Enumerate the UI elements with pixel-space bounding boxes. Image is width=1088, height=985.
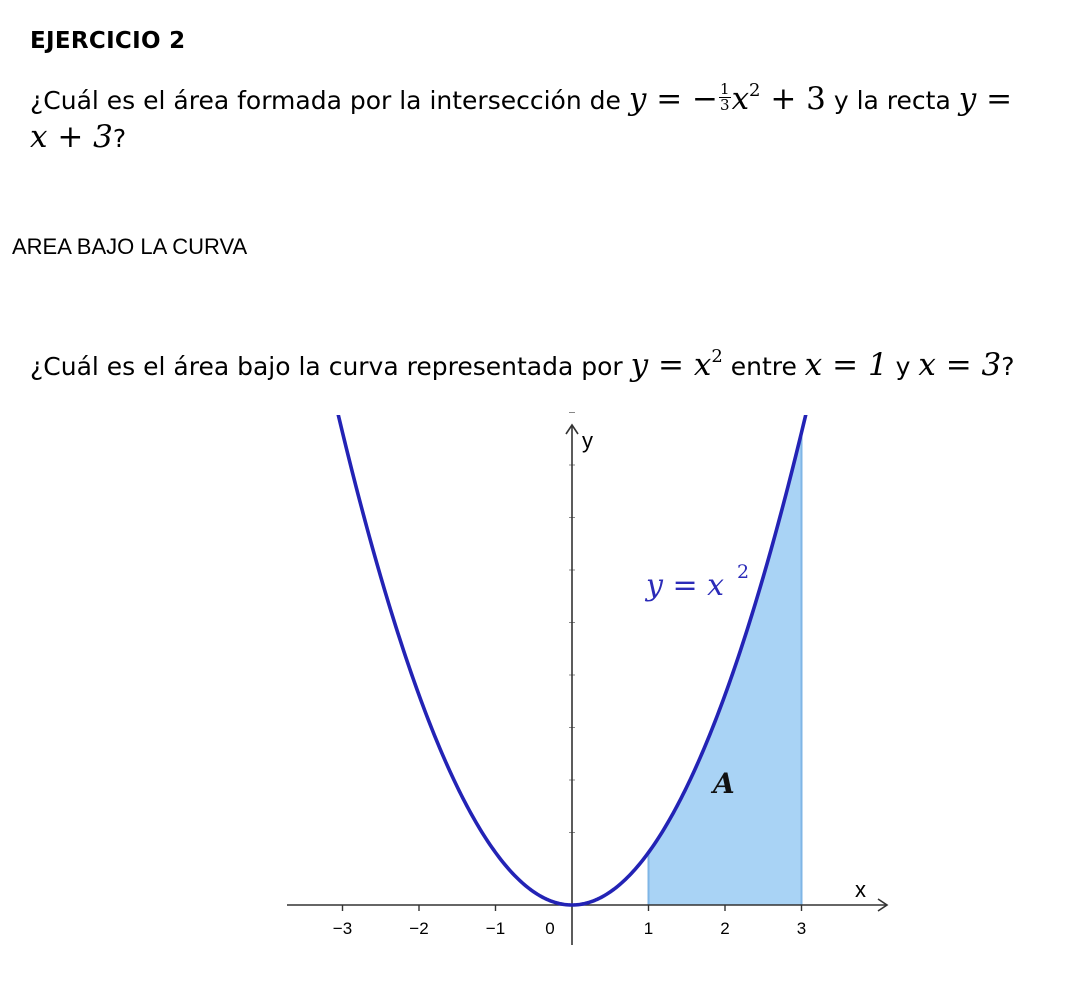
x-tick-label: −3 [332, 919, 353, 938]
ticks-layer [333, 905, 806, 938]
question-mark: ? [1001, 352, 1015, 381]
curve-label: y = x [646, 568, 725, 603]
x-tick-label: 3 [796, 919, 807, 938]
area-question-and: y [887, 352, 919, 381]
line-equation-lhs: y = [958, 81, 1013, 117]
x-axis-label: x [855, 877, 866, 902]
upper-bound: x = 3 [918, 347, 1002, 383]
fraction-denominator: 3 [720, 96, 730, 114]
exercise-question-connector: y la recta [825, 86, 959, 115]
x-tick-label: −1 [485, 919, 506, 938]
lower-bound: x = 1 [804, 347, 888, 383]
shaded-area [649, 433, 802, 906]
shaded-area-layer [649, 433, 802, 906]
exercise-title: EJERCICIO 2 [30, 28, 186, 54]
question-mark: ? [112, 124, 127, 153]
curve-equation-base: y = x [630, 347, 712, 383]
line-equation-rhs: x + 3 [30, 119, 113, 155]
x-tick-label: 2 [720, 919, 730, 938]
area-question-between: entre [722, 352, 805, 381]
x-tick-label: −2 [409, 919, 429, 938]
fraction-numerator: 1 [720, 80, 730, 98]
curve-label-exponent: 2 [737, 561, 750, 583]
section-title: AREA BAJO LA CURVA [12, 234, 248, 259]
equation-lhs: y = − [628, 81, 719, 117]
area-label: A [713, 767, 735, 800]
equation-exponent: 2 [749, 80, 761, 101]
curve-equation-exponent: 2 [711, 346, 723, 367]
equation-variable: x [731, 81, 750, 117]
x-tick-label: 1 [643, 919, 654, 938]
x-tick-label: 0 [545, 919, 555, 938]
y-axis-label: y [582, 428, 593, 453]
exercise-question-text: ¿Cuál es el área formada por la intersección de [30, 86, 621, 115]
equation-constant: + 3 [760, 81, 826, 117]
area-question-text: ¿Cuál es el área bajo la curva representada por [30, 352, 631, 381]
